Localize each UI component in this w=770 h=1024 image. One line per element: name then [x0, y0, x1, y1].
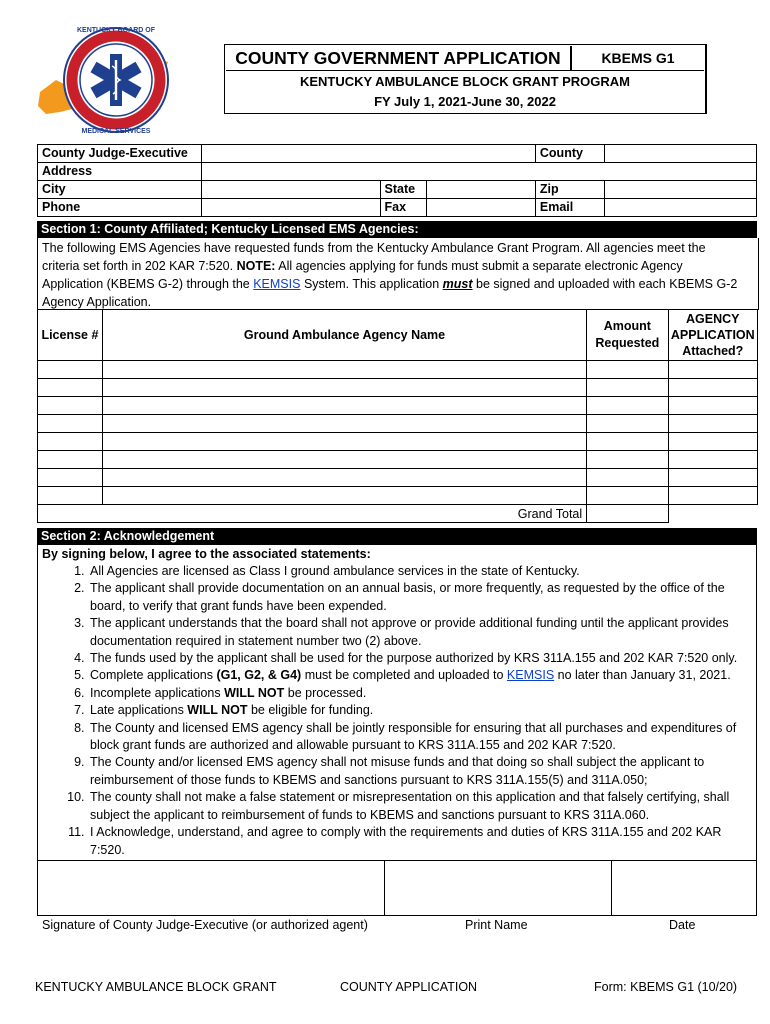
license-cell[interactable]	[38, 397, 103, 415]
svg-text:KENTUCKY BOARD OF: KENTUCKY BOARD OF	[76, 27, 156, 34]
print-name-field[interactable]	[384, 861, 612, 915]
state-label: State	[380, 181, 427, 199]
agency-row	[38, 469, 758, 487]
zip-field[interactable]	[604, 181, 756, 199]
kbems-logo	[36, 22, 171, 137]
address-field[interactable]	[202, 163, 757, 181]
judge-field[interactable]	[202, 145, 535, 163]
grand-total-row	[38, 505, 758, 523]
fiscal-year: FY July 1, 2021-June 30, 2022	[374, 94, 556, 109]
agency-name-cell[interactable]	[102, 379, 586, 397]
footer-right: Form: KBEMS G1 (10/20)	[594, 980, 738, 994]
kemsis-link[interactable]: KEMSIS	[506, 668, 555, 683]
grand-total-label: Grand Total	[38, 505, 587, 523]
note-label: NOTE:	[236, 259, 276, 273]
license-cell[interactable]	[38, 379, 103, 397]
statement-item: 8. The County and licensed EMS agency shall be jointly responsible for ensuring that all purchases and expenditures of block grant funds are authorized and allowable pursuant to KRS 311A.155 and 202 KAR 7:520.	[88, 720, 756, 755]
date-label: Date	[669, 918, 696, 932]
agency-row	[38, 451, 758, 469]
attached-cell[interactable]	[668, 397, 757, 415]
address-label: Address	[38, 163, 202, 181]
statement-item: 10. The county shall not make a false statement or misrepresentation on this application and that falsely certifying, shall subject the applicant to reimbursement of funds to KBEMS and sanctions pursuant to KRS 311A.060.	[88, 789, 756, 824]
statement-item: 9. The County and/or licensed EMS agency shall not misuse funds and that doing so shall subject the applicant to reimbursement of those funds to KBEMS and sanctions pursuant to KRS 311A.155(5) and 311A.050;	[88, 754, 756, 789]
col-license: License #	[38, 310, 103, 361]
judge-label: County Judge-Executive	[38, 145, 202, 163]
acknowledgement-box	[37, 545, 757, 860]
license-cell[interactable]	[38, 433, 103, 451]
amount-cell[interactable]	[587, 487, 668, 505]
agency-row	[38, 433, 758, 451]
amount-cell[interactable]	[587, 433, 668, 451]
attached-cell[interactable]	[668, 487, 757, 505]
amount-cell[interactable]	[587, 361, 668, 379]
col-amount: Amount Requested	[587, 310, 668, 361]
statement-item: 3. The applicant understands that the board shall not approve or provide additional funding until the applicant provides documentation required in statement number two (2) above.	[88, 615, 756, 650]
attached-cell[interactable]	[668, 469, 757, 487]
section1-intro	[37, 238, 759, 310]
email-field[interactable]	[604, 199, 756, 217]
amount-cell[interactable]	[587, 397, 668, 415]
statement-item: 2. The applicant shall provide documentation on an annual basis, or more frequently, as requested by the office of the board, to verify that grant funds have been expended.	[88, 580, 756, 615]
license-cell[interactable]	[38, 415, 103, 433]
fax-field[interactable]	[427, 199, 535, 217]
section1-line1: The following EMS Agencies have requested funds from the Kentucky Ambulance Grant Program. All agencies meet the	[42, 241, 706, 255]
city-field[interactable]	[202, 181, 380, 199]
signature-field[interactable]	[38, 861, 385, 915]
acknowledgement-lead: By signing below, I agree to the associated statements:	[42, 547, 371, 561]
form-code: KBEMS G1	[572, 46, 704, 71]
agency-name-cell[interactable]	[102, 433, 586, 451]
acknowledgement-list	[38, 563, 756, 859]
county-label: County	[535, 145, 604, 163]
section2-title: Section 2: Acknowledgement	[37, 528, 757, 545]
attached-cell[interactable]	[668, 379, 757, 397]
license-cell[interactable]	[38, 451, 103, 469]
city-label: City	[38, 181, 202, 199]
section1-line4: Agency Application.	[42, 295, 152, 309]
attached-cell[interactable]	[668, 451, 757, 469]
attached-cell[interactable]	[668, 415, 757, 433]
section1-line2: criteria set forth in 202 KAR 7:520. NOTE: All agencies applying for funds must submit a separate electronic Agency	[42, 259, 683, 273]
statement-item: 11. I Acknowledge, understand, and agree to comply with the requirements and duties of KRS 311A.155 and 202 KAR 7:520.	[88, 824, 756, 859]
agency-name-cell[interactable]	[102, 415, 586, 433]
section1-line3: Application (KBEMS G-2) through the KEMSIS System. This application must be signed and uploaded with each KBEMS G-2	[42, 277, 738, 291]
statement-item: 7. Late applications WILL NOT be eligible for funding.	[88, 702, 756, 719]
svg-text:MEDICAL SERVICES: MEDICAL SERVICES	[81, 128, 151, 135]
license-cell[interactable]	[38, 487, 103, 505]
footer-center: COUNTY APPLICATION	[340, 980, 478, 994]
phone-label: Phone	[38, 199, 202, 217]
date-field[interactable]	[611, 861, 756, 915]
statement-item: 5. Complete applications (G1, G2, & G4) must be completed and uploaded to KEMSIS no later than January 31, 2021.	[88, 667, 756, 684]
statement-item: 4. The funds used by the applicant shall be used for the purpose authorized by KRS 311A.155 and 202 KAR 7:520 only.	[88, 650, 756, 667]
form-title: COUNTY GOVERNMENT APPLICATION	[226, 46, 572, 71]
amount-cell[interactable]	[587, 469, 668, 487]
email-label: Email	[535, 199, 604, 217]
attached-cell[interactable]	[668, 361, 757, 379]
statement-item: 1. All Agencies are licensed as Class I ground ambulance services in the state of Kentucky.	[88, 563, 756, 580]
state-field[interactable]	[427, 181, 535, 199]
agency-row	[38, 361, 758, 379]
agency-name-cell[interactable]	[102, 397, 586, 415]
county-field[interactable]	[604, 145, 756, 163]
agency-table	[37, 309, 758, 523]
fax-label: Fax	[380, 199, 427, 217]
attached-cell[interactable]	[668, 433, 757, 451]
amount-cell[interactable]	[587, 415, 668, 433]
footer-left: KENTUCKY AMBULANCE BLOCK GRANT	[35, 980, 277, 994]
license-cell[interactable]	[38, 361, 103, 379]
col-attached: AGENCY APPLICATION Attached?	[668, 310, 757, 361]
agency-name-cell[interactable]	[102, 361, 586, 379]
signature-label: Signature of County Judge-Executive (or authorized agent)	[42, 918, 368, 932]
signature-row	[37, 860, 757, 916]
statement-item: 6. Incomplete applications WILL NOT be processed.	[88, 685, 756, 702]
agency-row	[38, 487, 758, 505]
agency-row	[38, 397, 758, 415]
agency-row	[38, 415, 758, 433]
license-cell[interactable]	[38, 469, 103, 487]
grand-total-amount[interactable]	[587, 505, 668, 523]
agency-name-cell[interactable]	[102, 487, 586, 505]
agency-row	[38, 379, 758, 397]
col-agency-name: Ground Ambulance Agency Name	[102, 310, 586, 361]
phone-field[interactable]	[202, 199, 380, 217]
agency-name-cell[interactable]	[102, 469, 586, 487]
print-name-label: Print Name	[465, 918, 528, 932]
program-name: KENTUCKY AMBULANCE BLOCK GRANT PROGRAM	[299, 74, 631, 89]
county-info-table	[37, 144, 757, 217]
amount-cell[interactable]	[587, 451, 668, 469]
zip-label: Zip	[535, 181, 604, 199]
kemsis-link[interactable]: KEMSIS	[253, 277, 301, 291]
must-emphasis: must	[442, 277, 473, 291]
agency-name-cell[interactable]	[102, 451, 586, 469]
section1-title: Section 1: County Affiliated; Kentucky Licensed EMS Agencies:	[37, 221, 757, 238]
amount-cell[interactable]	[587, 379, 668, 397]
